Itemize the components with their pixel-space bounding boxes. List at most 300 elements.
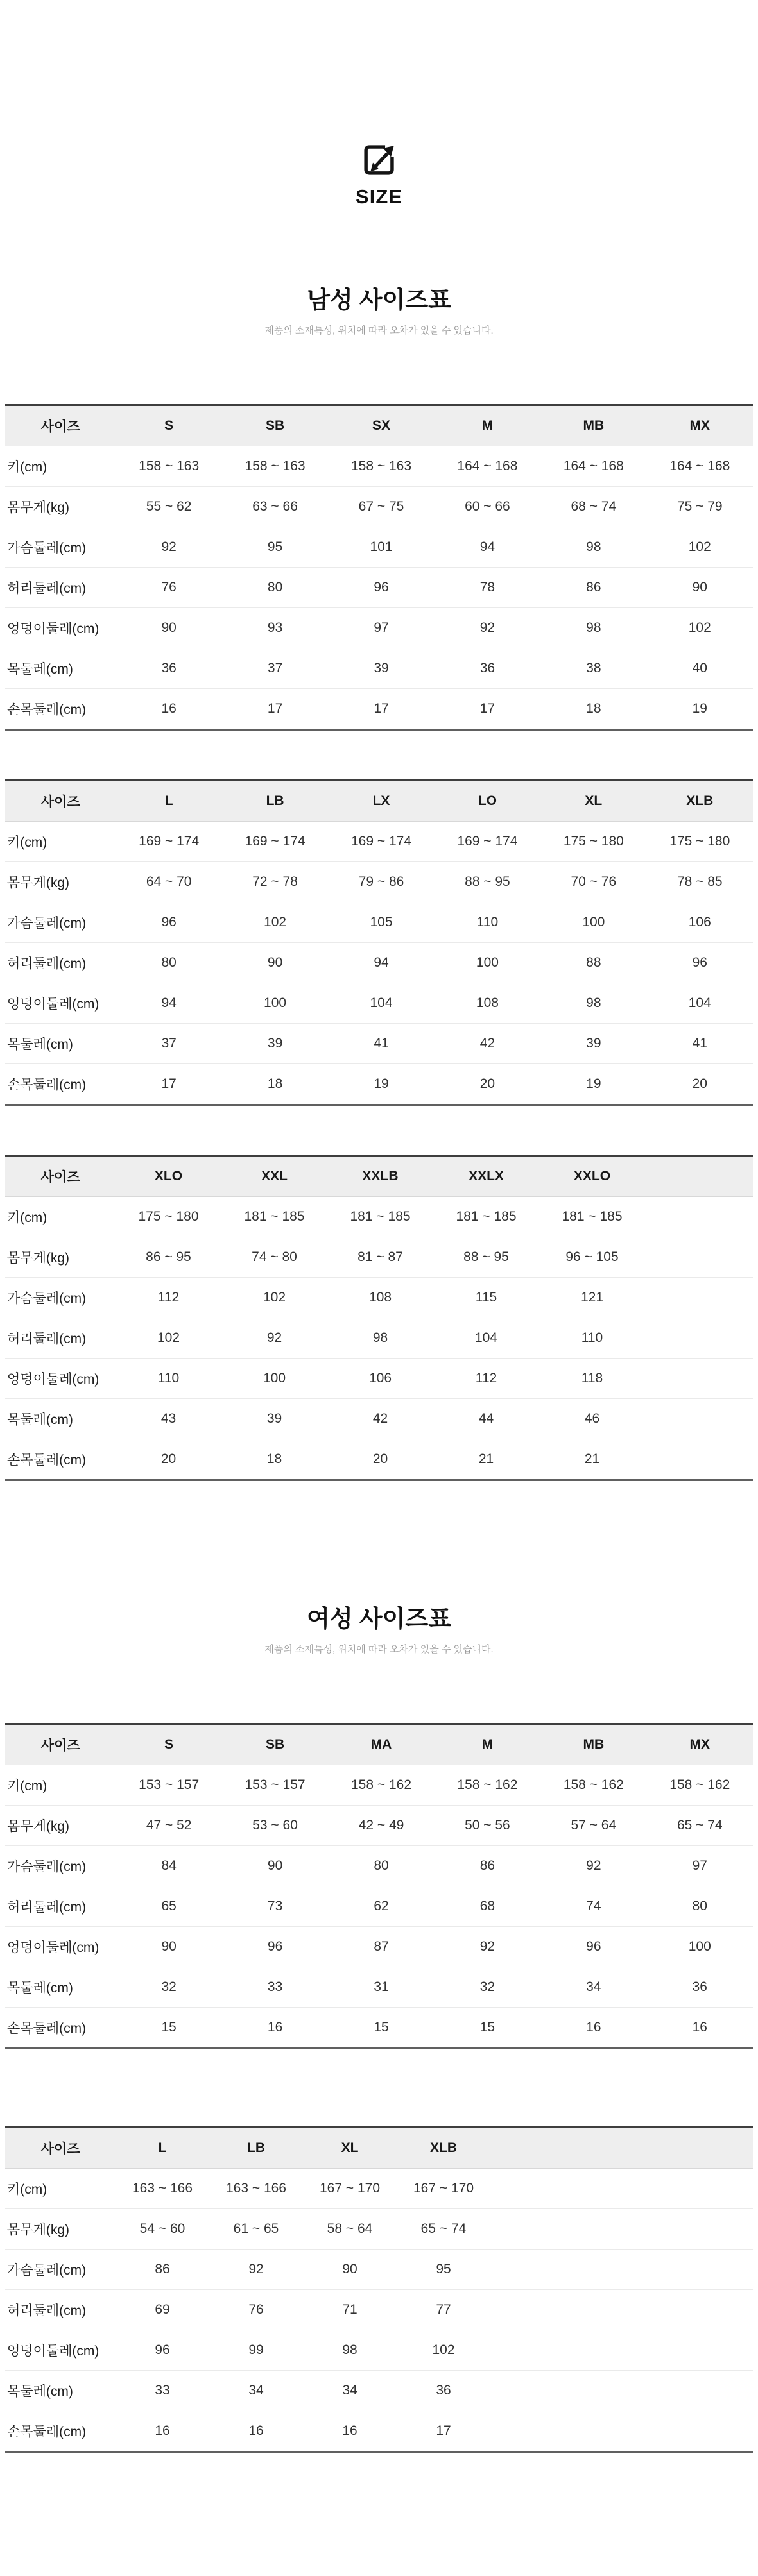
size-value: 169 ~ 174	[350, 834, 411, 849]
size-value: 108	[435, 983, 540, 1024]
size-value: 64 ~ 70	[116, 862, 221, 902]
size-value: 69	[116, 2290, 209, 2330]
size-value: 121	[539, 1278, 645, 1318]
size-value: 99	[209, 2330, 303, 2371]
size-value: 175 ~ 180	[138, 1209, 199, 1224]
size-value: 68 ~ 74	[540, 487, 646, 527]
size-value: 39	[222, 1024, 328, 1064]
size-value: 20	[435, 1064, 540, 1105]
size-value: 181 ~ 185	[244, 1209, 305, 1224]
size-tables	[0, 404, 758, 1481]
size-value: 100	[435, 943, 540, 983]
measurement-label: 엉덩이둘레(cm)	[5, 1359, 116, 1399]
size-value: 104	[433, 1318, 539, 1359]
size-value: 15	[328, 2008, 434, 2049]
size-value: 100	[222, 983, 328, 1024]
size-column-header: SX	[328, 405, 434, 446]
measurement-row	[5, 648, 753, 689]
measurement-label: 키(cm)	[7, 2182, 47, 2197]
size-column-header: XLB	[397, 2128, 490, 2169]
size-value: 94	[116, 983, 221, 1024]
size-value: 181 ~ 185	[350, 1209, 411, 1224]
size-table-header-row	[5, 781, 753, 822]
measurement-label: 엉덩이둘레(cm)	[5, 983, 116, 1024]
size-value: 86	[540, 568, 646, 608]
filler-cell	[645, 1399, 753, 1439]
size-value: 90	[116, 608, 221, 648]
size-value: 31	[328, 1967, 434, 2008]
size-value: 175 ~ 180	[669, 834, 730, 849]
size-value: 95	[397, 2250, 490, 2290]
measurement-label: 엉덩이둘레(cm)	[5, 608, 116, 648]
size-value: 90	[222, 943, 328, 983]
filler-cell	[490, 2209, 753, 2250]
size-column-header: MB	[540, 1724, 646, 1765]
size-column-header: MX	[647, 1724, 753, 1765]
size-value: 98	[540, 983, 646, 1024]
measurement-row	[5, 1967, 753, 2008]
size-value: 16	[222, 2008, 328, 2049]
size-column-header: XLO	[116, 1156, 221, 1197]
size-value: 19	[647, 689, 753, 730]
size-value: 169 ~ 174	[457, 834, 518, 849]
size-value: 110	[539, 1318, 645, 1359]
measurement-row	[5, 2250, 753, 2290]
size-value: 97	[647, 1846, 753, 1886]
size-value: 58 ~ 64	[303, 2209, 397, 2250]
size-header-label: 사이즈	[5, 781, 116, 822]
size-value: 108	[327, 1278, 433, 1318]
size-value: 36	[116, 648, 221, 689]
size-value: 55 ~ 62	[116, 487, 221, 527]
size-column-header: XXLO	[539, 1156, 645, 1197]
measurement-row	[5, 983, 753, 1024]
size-table-header-row	[5, 2128, 753, 2169]
size-value: 96 ~ 105	[539, 1237, 645, 1278]
size-value: 17	[116, 1064, 221, 1105]
measurement-row	[5, 1197, 753, 1237]
measurement-row	[5, 1439, 753, 1480]
size-value: 92	[221, 1318, 327, 1359]
size-column-header: XXLX	[433, 1156, 539, 1197]
measurement-row	[5, 568, 753, 608]
size-value: 110	[435, 902, 540, 943]
size-value: 72 ~ 78	[222, 862, 328, 902]
size-value: 92	[435, 1927, 540, 1967]
size-value: 106	[647, 902, 753, 943]
size-value: 96	[222, 1927, 328, 1967]
filler-cell	[490, 2411, 753, 2452]
size-value: 71	[303, 2290, 397, 2330]
size-value: 42	[435, 1024, 540, 1064]
size-column-header: S	[116, 1724, 221, 1765]
measurement-row	[5, 487, 753, 527]
measurement-label: 목둘레(cm)	[5, 1024, 116, 1064]
size-value: 167 ~ 170	[413, 2181, 474, 2196]
size-value: 175 ~ 180	[563, 834, 624, 849]
measurement-label: 가슴둘레(cm)	[5, 902, 116, 943]
measurement-row	[5, 1846, 753, 1886]
measurement-label: 몸무게(kg)	[5, 1237, 116, 1278]
size-value: 18	[540, 689, 646, 730]
size-value: 181 ~ 185	[562, 1209, 623, 1224]
size-value: 43	[116, 1399, 221, 1439]
size-value: 61 ~ 65	[209, 2209, 303, 2250]
size-value: 37	[116, 1024, 221, 1064]
size-value: 63 ~ 66	[222, 487, 328, 527]
size-value: 81 ~ 87	[327, 1237, 433, 1278]
size-value: 158 ~ 163	[350, 459, 411, 473]
size-value: 102	[397, 2330, 490, 2371]
size-column-header: LO	[435, 781, 540, 822]
size-value: 104	[647, 983, 753, 1024]
section-subtitle: 제품의 소재특성, 위치에 따라 오차가 있을 수 있습니다.	[264, 325, 494, 336]
filler-cell	[645, 1197, 753, 1237]
measurement-row	[5, 446, 753, 487]
size-value: 34	[209, 2371, 303, 2411]
size-column-header: XL	[540, 781, 646, 822]
size-value: 158 ~ 162	[350, 1777, 411, 1792]
size-value: 90	[647, 568, 753, 608]
size-value: 93	[222, 608, 328, 648]
size-tables	[0, 1723, 758, 2453]
size-value: 158 ~ 163	[245, 459, 306, 473]
measurement-label: 목둘레(cm)	[5, 1967, 116, 2008]
measurement-row	[5, 1359, 753, 1399]
size-value: 19	[540, 1064, 646, 1105]
size-value: 44	[433, 1399, 539, 1439]
section-title: 여성 사이즈표	[307, 1606, 451, 1632]
measurement-row	[5, 2209, 753, 2250]
size-value: 112	[433, 1359, 539, 1399]
measurement-label: 손목둘레(cm)	[5, 2411, 116, 2452]
size-value: 47 ~ 52	[116, 1806, 221, 1846]
size-column-header: L	[116, 781, 221, 822]
size-value: 34	[540, 1967, 646, 2008]
measurement-label: 허리둘레(cm)	[5, 568, 116, 608]
measurement-row	[5, 1886, 753, 1927]
size-value: 41	[328, 1024, 434, 1064]
size-value: 16	[116, 689, 221, 730]
size-value: 77	[397, 2290, 490, 2330]
measurement-row	[5, 1399, 753, 1439]
size-value: 18	[222, 1064, 328, 1105]
size-table	[5, 779, 753, 1106]
size-value: 92	[435, 608, 540, 648]
measurement-row	[5, 2411, 753, 2452]
size-value: 65 ~ 74	[397, 2209, 490, 2250]
brand-logo	[0, 0, 758, 208]
size-value: 158 ~ 162	[669, 1777, 730, 1792]
size-value: 80	[116, 943, 221, 983]
measurement-row	[5, 822, 753, 862]
measurement-label: 엉덩이둘레(cm)	[5, 1927, 116, 1967]
size-value: 36	[647, 1967, 753, 2008]
measurement-label: 키(cm)	[7, 1779, 47, 1793]
measurement-row	[5, 1318, 753, 1359]
measurement-row	[5, 527, 753, 568]
size-header-label: 사이즈	[5, 2128, 116, 2169]
size-value: 158 ~ 162	[563, 1777, 624, 1792]
size-value: 87	[328, 1927, 434, 1967]
size-value: 32	[116, 1967, 221, 2008]
size-value: 105	[328, 902, 434, 943]
men-size-section	[0, 284, 758, 1481]
measurement-label: 키(cm)	[7, 835, 47, 850]
size-value: 104	[328, 983, 434, 1024]
size-value: 67 ~ 75	[328, 487, 434, 527]
size-value: 16	[303, 2411, 397, 2452]
measurement-row	[5, 1927, 753, 1967]
measurement-row	[5, 1806, 753, 1846]
size-value: 92	[209, 2250, 303, 2290]
measurement-label: 가슴둘레(cm)	[5, 1278, 116, 1318]
filler-cell	[490, 2330, 753, 2371]
measurement-row	[5, 2008, 753, 2049]
size-value: 57 ~ 64	[540, 1806, 646, 1846]
size-value: 36	[397, 2371, 490, 2411]
size-value: 118	[539, 1359, 645, 1399]
size-header-label: 사이즈	[5, 405, 116, 446]
size-value: 169 ~ 174	[245, 834, 306, 849]
size-value: 62	[328, 1886, 434, 1927]
size-table-header-row	[5, 1156, 753, 1197]
size-value: 94	[328, 943, 434, 983]
filler-cell	[645, 1439, 753, 1480]
measurement-label: 키(cm)	[7, 460, 47, 475]
measurement-row	[5, 608, 753, 648]
size-column-header: XLB	[647, 781, 753, 822]
size-value: 39	[540, 1024, 646, 1064]
measurement-label: 목둘레(cm)	[5, 2371, 116, 2411]
measurement-row	[5, 1064, 753, 1105]
measurement-label: 손목둘레(cm)	[5, 1439, 116, 1480]
size-value: 94	[435, 527, 540, 568]
size-value: 16	[647, 2008, 753, 2049]
measurement-row	[5, 1765, 753, 1806]
size-value: 65	[116, 1886, 221, 1927]
size-column-header: MX	[647, 405, 753, 446]
size-value: 17	[222, 689, 328, 730]
size-table	[5, 2126, 753, 2453]
size-value: 39	[328, 648, 434, 689]
size-column-header: SB	[222, 1724, 328, 1765]
size-value: 90	[303, 2250, 397, 2290]
size-value: 86	[116, 2250, 209, 2290]
size-value: 17	[328, 689, 434, 730]
measurement-label: 목둘레(cm)	[5, 1399, 116, 1439]
size-value: 32	[435, 1967, 540, 2008]
size-column-header: MA	[328, 1724, 434, 1765]
filler-cell	[645, 1278, 753, 1318]
size-value: 88 ~ 95	[435, 862, 540, 902]
section-subtitle: 제품의 소재특성, 위치에 따라 오차가 있을 수 있습니다.	[264, 1644, 494, 1655]
size-value: 102	[221, 1278, 327, 1318]
size-value: 92	[116, 527, 221, 568]
size-header-label: 사이즈	[5, 1724, 116, 1765]
size-value: 39	[221, 1399, 327, 1439]
measurement-label: 가슴둘레(cm)	[5, 1846, 116, 1886]
size-value: 163 ~ 166	[225, 2181, 286, 2196]
size-value: 100	[540, 902, 646, 943]
size-value: 20	[116, 1439, 221, 1480]
size-value: 95	[222, 527, 328, 568]
size-value: 15	[116, 2008, 221, 2049]
size-column-header: LB	[222, 781, 328, 822]
measurement-label: 몸무게(kg)	[5, 862, 116, 902]
size-value: 73	[222, 1886, 328, 1927]
section-title: 남성 사이즈표	[307, 287, 451, 313]
size-column-header: MB	[540, 405, 646, 446]
size-column-header: M	[435, 1724, 540, 1765]
filler-cell	[490, 2371, 753, 2411]
size-value: 15	[435, 2008, 540, 2049]
size-value: 167 ~ 170	[319, 2181, 380, 2196]
size-value: 76	[116, 568, 221, 608]
measurement-label: 허리둘레(cm)	[5, 2290, 116, 2330]
filler-cell	[645, 1237, 753, 1278]
measurement-label: 가슴둘레(cm)	[5, 2250, 116, 2290]
size-value: 34	[303, 2371, 397, 2411]
size-value: 86 ~ 95	[116, 1237, 221, 1278]
size-value: 164 ~ 168	[457, 459, 518, 473]
size-value: 37	[222, 648, 328, 689]
size-value: 100	[221, 1359, 327, 1399]
size-value: 115	[433, 1278, 539, 1318]
size-value: 102	[647, 527, 753, 568]
size-value: 90	[116, 1927, 221, 1967]
filler-cell	[645, 1359, 753, 1399]
size-value: 80	[222, 568, 328, 608]
size-value: 53 ~ 60	[222, 1806, 328, 1846]
size-value: 38	[540, 648, 646, 689]
size-value: 153 ~ 157	[139, 1777, 200, 1792]
size-value: 16	[540, 2008, 646, 2049]
size-value: 96	[540, 1927, 646, 1967]
size-column-header: M	[435, 405, 540, 446]
size-value: 110	[116, 1359, 221, 1399]
measurement-row	[5, 2290, 753, 2330]
size-value: 68	[435, 1886, 540, 1927]
size-value: 102	[116, 1318, 221, 1359]
measurement-label: 몸무게(kg)	[5, 2209, 116, 2250]
size-value: 36	[435, 648, 540, 689]
measurement-label: 허리둘레(cm)	[5, 943, 116, 983]
size-value: 16	[116, 2411, 209, 2452]
measurement-row	[5, 1237, 753, 1278]
size-value: 19	[328, 1064, 434, 1105]
size-value: 75 ~ 79	[647, 487, 753, 527]
size-value: 40	[647, 648, 753, 689]
measurement-label: 손목둘레(cm)	[5, 1064, 116, 1105]
measurement-row	[5, 2371, 753, 2411]
filler-cell	[645, 1156, 753, 1197]
size-value: 84	[116, 1846, 221, 1886]
size-value: 96	[116, 2330, 209, 2371]
filler-cell	[490, 2250, 753, 2290]
measurement-label: 손목둘레(cm)	[5, 689, 116, 730]
size-column-header: L	[116, 2128, 209, 2169]
measurement-row	[5, 902, 753, 943]
measurement-label: 엉덩이둘레(cm)	[5, 2330, 116, 2371]
size-value: 100	[647, 1927, 753, 1967]
size-table-header-row	[5, 405, 753, 446]
filler-cell	[645, 1318, 753, 1359]
size-value: 33	[116, 2371, 209, 2411]
size-value: 169 ~ 174	[139, 834, 200, 849]
size-table	[5, 404, 753, 731]
measurement-row	[5, 689, 753, 730]
size-value: 41	[647, 1024, 753, 1064]
size-table	[5, 1155, 753, 1481]
size-value: 16	[209, 2411, 303, 2452]
brand-label: SIZE	[356, 185, 402, 208]
size-value: 96	[328, 568, 434, 608]
size-value: 18	[221, 1439, 327, 1480]
size-value: 65 ~ 74	[647, 1806, 753, 1846]
size-value: 112	[116, 1278, 221, 1318]
size-value: 50 ~ 56	[435, 1806, 540, 1846]
size-value: 88	[540, 943, 646, 983]
measurement-label: 목둘레(cm)	[5, 648, 116, 689]
size-column-header: S	[116, 405, 221, 446]
size-column-header: LX	[328, 781, 434, 822]
size-value: 74	[540, 1886, 646, 1927]
size-value: 74 ~ 80	[221, 1237, 327, 1278]
measurement-label: 키(cm)	[7, 1210, 47, 1225]
measurement-label: 허리둘레(cm)	[5, 1886, 116, 1927]
women-size-section	[0, 1603, 758, 2453]
size-value: 20	[327, 1439, 433, 1480]
size-value: 42 ~ 49	[328, 1806, 434, 1846]
size-table	[5, 1723, 753, 2049]
size-column-header: LB	[209, 2128, 303, 2169]
size-value: 96	[116, 902, 221, 943]
size-value: 98	[540, 608, 646, 648]
size-value: 98	[540, 527, 646, 568]
size-value: 98	[327, 1318, 433, 1359]
filler-cell	[490, 2128, 753, 2169]
size-column-header: XXL	[221, 1156, 327, 1197]
size-value: 17	[435, 689, 540, 730]
filler-cell	[490, 2290, 753, 2330]
size-value: 181 ~ 185	[456, 1209, 517, 1224]
measurement-row	[5, 1024, 753, 1064]
size-value: 101	[328, 527, 434, 568]
size-value: 97	[328, 608, 434, 648]
measurement-row	[5, 1278, 753, 1318]
size-value: 164 ~ 168	[669, 459, 730, 473]
size-value: 20	[647, 1064, 753, 1105]
size-value: 54 ~ 60	[116, 2209, 209, 2250]
size-column-header: XXLB	[327, 1156, 433, 1197]
size-value: 17	[397, 2411, 490, 2452]
measurement-row	[5, 943, 753, 983]
size-column-header: SB	[222, 405, 328, 446]
size-header-label: 사이즈	[5, 1156, 116, 1197]
size-value: 86	[435, 1846, 540, 1886]
size-value: 158 ~ 163	[139, 459, 200, 473]
size-value: 158 ~ 162	[457, 1777, 518, 1792]
measurement-label: 몸무게(kg)	[5, 487, 116, 527]
size-value: 90	[222, 1846, 328, 1886]
measurement-row	[5, 2330, 753, 2371]
measurement-label: 가슴둘레(cm)	[5, 527, 116, 568]
size-value: 78 ~ 85	[647, 862, 753, 902]
size-value: 88 ~ 95	[433, 1237, 539, 1278]
size-value: 76	[209, 2290, 303, 2330]
size-value: 42	[327, 1399, 433, 1439]
